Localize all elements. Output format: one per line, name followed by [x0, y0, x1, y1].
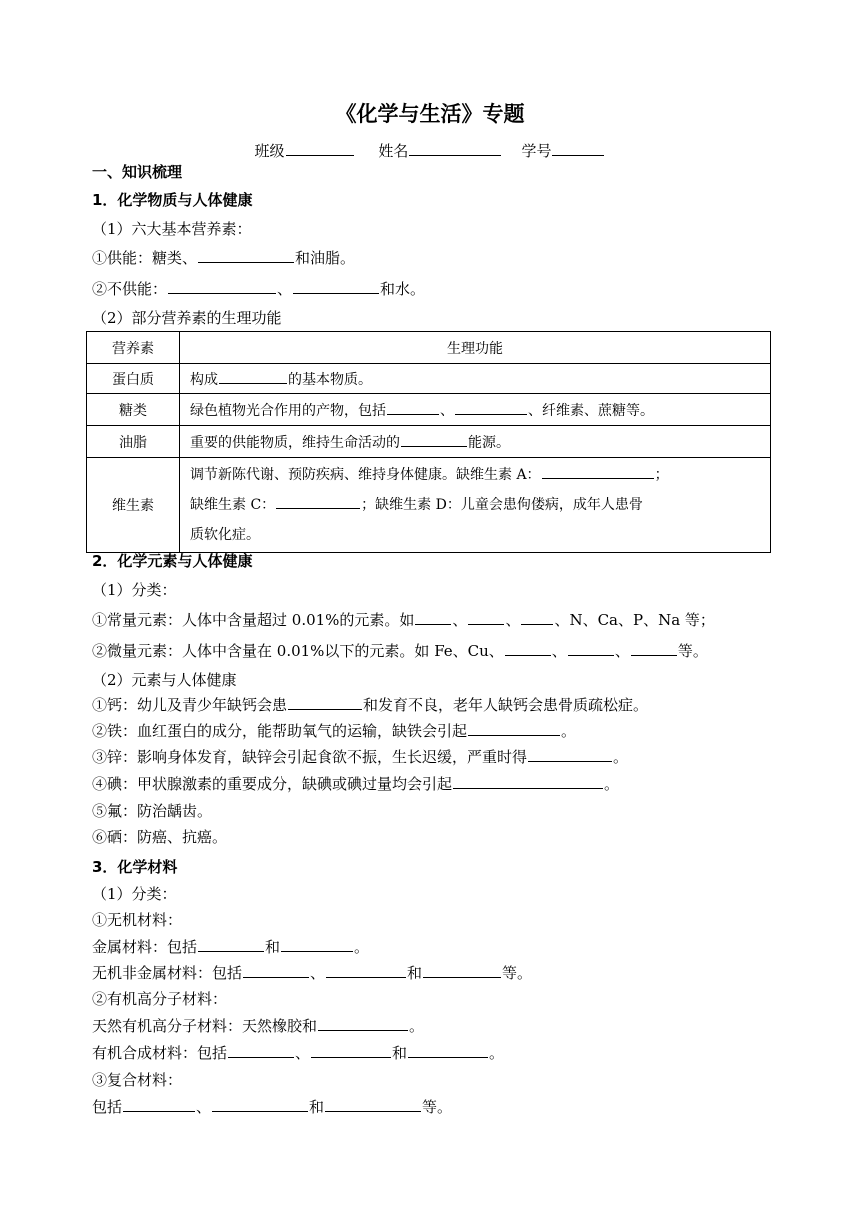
- answer-blank[interactable]: [387, 400, 439, 415]
- energy-nutrients-line: ①供能：糖类、 和油脂。: [92, 249, 356, 267]
- answer-blank[interactable]: [505, 641, 551, 656]
- table-row: 油脂 重要的供能物质，维持生命活动的 能源。: [87, 426, 771, 458]
- answer-blank[interactable]: [528, 747, 612, 762]
- composite-materials-line: 包括 、 和 等。: [92, 1098, 453, 1116]
- answer-blank[interactable]: [415, 610, 451, 625]
- answer-blank[interactable]: [468, 721, 560, 736]
- number-label: 学号: [521, 142, 552, 160]
- nutrient-functions-intro: （2）部分营养素的生理功能: [92, 309, 282, 327]
- name-blank[interactable]: [409, 141, 501, 156]
- table-header-cell: 营养素: [87, 332, 180, 364]
- page-title: 《化学与生活》专题: [335, 102, 525, 126]
- metal-materials-line: 金属材料：包括 和 。: [92, 938, 370, 956]
- subheading-elements-health: 2．化学元素与人体健康: [92, 552, 253, 570]
- subheading-substances-health: 1．化学物质与人体健康: [92, 191, 253, 209]
- table-header-row: [87, 332, 771, 364]
- answer-blank[interactable]: [453, 774, 603, 789]
- nutrient-function-table: [86, 331, 771, 553]
- answer-blank[interactable]: [288, 695, 362, 710]
- iodine-line: ④碘：甲状腺激素的重要成分，缺碘或碘过量均会引起 。: [92, 775, 620, 793]
- answer-blank[interactable]: [631, 641, 677, 656]
- answer-blank[interactable]: [276, 494, 360, 509]
- answer-blank[interactable]: [228, 1043, 294, 1058]
- nonmetal-materials-line: 无机非金属材料：包括 、 和 等。: [92, 964, 533, 982]
- materials-classification-intro: （1）分类：: [92, 885, 177, 903]
- answer-blank[interactable]: [401, 432, 467, 447]
- calcium-line: ①钙：幼儿及青少年缺钙会患 和发育不良，老年人缺钙会患骨质疏松症。: [92, 696, 649, 714]
- answer-blank[interactable]: [455, 400, 527, 415]
- answer-blank[interactable]: [468, 610, 504, 625]
- natural-polymer-line: 天然有机高分子材料：天然橡胶和 。: [92, 1017, 425, 1035]
- elements-health-intro: （2）元素与人体健康: [92, 671, 237, 689]
- answer-blank[interactable]: [123, 1097, 195, 1112]
- answer-blank[interactable]: [281, 937, 353, 952]
- class-label: 班级: [254, 142, 285, 160]
- fluorine-line: ⑤氟：防治龋齿。: [92, 802, 213, 820]
- organic-polymer-heading: ②有机高分子材料：: [92, 990, 228, 1008]
- classification-intro: （1）分类：: [92, 581, 177, 599]
- answer-blank[interactable]: [568, 641, 614, 656]
- table-row: 维生素 调节新陈代谢、预防疾病、维持身体健康。缺维生素 A： ； 缺维生素 C： ；缺维生素 D：儿童会患佝偻病，成年人患骨 质软化症。: [87, 458, 771, 553]
- student-info-line: [0, 140, 860, 161]
- answer-blank[interactable]: [198, 937, 264, 952]
- selenium-line: ⑥硒：防癌、抗癌。: [92, 828, 228, 846]
- non-energy-nutrients-line: ②不供能： 、 和水。: [92, 280, 426, 298]
- answer-blank[interactable]: [168, 279, 276, 294]
- macro-elements-line: ①常量元素：人体中含量超过 0.01%的元素。如 、 、 、N、Ca、P、Na 等；: [92, 611, 715, 629]
- section-heading-knowledge: 一、知识梳理: [92, 163, 183, 181]
- answer-blank[interactable]: [542, 464, 654, 479]
- zinc-line: ③锌：影响身体发育，缺锌会引起食欲不振，生长迟缓，严重时得 。: [92, 748, 629, 766]
- trace-elements-line: ②微量元素：人体中含量在 0.01%以下的元素。如 Fe、Cu、 、 、 等。: [92, 642, 708, 660]
- nutrients-intro: （1）六大基本营养素：: [92, 220, 252, 238]
- table-row: 蛋白质 构成 的基本物质。: [87, 364, 771, 394]
- iron-line: ②铁：血红蛋白的成分，能帮助氧气的运输，缺铁会引起 。: [92, 722, 577, 740]
- inorganic-materials-heading: ①无机材料：: [92, 911, 183, 929]
- answer-blank[interactable]: [243, 963, 309, 978]
- answer-blank[interactable]: [326, 963, 406, 978]
- synthetic-materials-line: 有机合成材料：包括 、 和 。: [92, 1044, 505, 1062]
- answer-blank[interactable]: [521, 610, 553, 625]
- class-blank[interactable]: [286, 141, 354, 156]
- answer-blank[interactable]: [318, 1016, 408, 1031]
- table-header-cell: 生理功能: [180, 332, 771, 364]
- answer-blank[interactable]: [293, 279, 379, 294]
- answer-blank[interactable]: [408, 1043, 488, 1058]
- composite-materials-heading: ③复合材料：: [92, 1071, 183, 1089]
- subheading-materials: 3．化学材料: [92, 858, 178, 876]
- number-blank[interactable]: [552, 141, 604, 156]
- answer-blank[interactable]: [219, 369, 287, 384]
- table-row: 糖类 绿色植物光合作用的产物，包括 、 、纤维素、蔗糖等。: [87, 394, 771, 426]
- name-label: 姓名: [378, 142, 409, 160]
- answer-blank[interactable]: [198, 248, 294, 263]
- answer-blank[interactable]: [423, 963, 501, 978]
- answer-blank[interactable]: [212, 1097, 308, 1112]
- answer-blank[interactable]: [325, 1097, 421, 1112]
- answer-blank[interactable]: [311, 1043, 391, 1058]
